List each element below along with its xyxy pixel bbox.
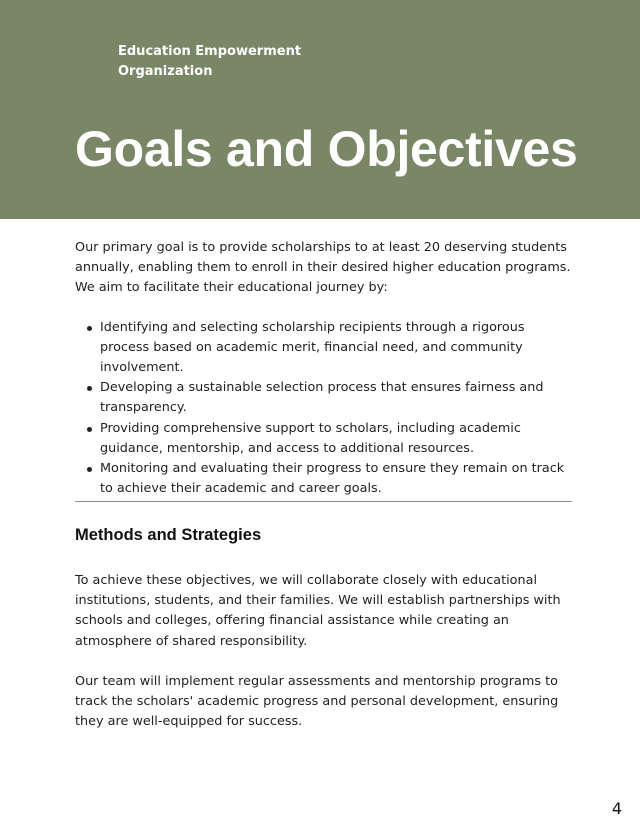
- bullet-icon: [87, 467, 92, 472]
- list-item: [75, 419, 572, 459]
- methods-section: [75, 571, 572, 752]
- bullet-icon: [87, 427, 92, 432]
- page-number: 4: [611, 799, 622, 818]
- list-item: [75, 378, 572, 418]
- methods-paragraph: Our team will implement regular assessments and mentorship programs to track the scholars' academic progress and personal development, ensuring they are well-equipped for success.: [75, 673, 559, 730]
- methods-heading: Methods and Strategies: [75, 526, 262, 544]
- list-item: [75, 459, 572, 499]
- organization-name: Education Empowerment Organization: [118, 44, 302, 79]
- list-item: [75, 318, 572, 379]
- header-banner: [0, 0, 640, 219]
- list-item-text: Monitoring and evaluating their progress to ensure they remain on track to achieve their academic and career goals.: [100, 461, 565, 497]
- bullet-icon: [87, 326, 92, 331]
- methods-paragraph: To achieve these objectives, we will collaborate closely with educational institutions, students, and their families. We will establish partnerships with schools and colleges, offering financial assistance while creating an atmosphere of shared responsibility.: [75, 573, 561, 649]
- page-title: Goals and Objectives: [75, 121, 578, 177]
- goals-list: [75, 318, 572, 500]
- list-item-text: Providing comprehensive support to scholars, including academic guidance, mentorship, and access to additional resources.: [100, 420, 521, 456]
- goals-intro-paragraph: Our primary goal is to provide scholarships to at least 20 deserving students annually, enabling them to enroll in their desired higher education programs. We aim to facilitate their educational journey by:: [75, 240, 571, 296]
- section-divider: [75, 501, 572, 502]
- bullet-icon: [87, 386, 92, 391]
- list-item-text: Identifying and selecting scholarship recipients through a rigorous process based on academic merit, financial need, and community involvement.: [100, 319, 525, 376]
- list-item-text: Developing a sustainable selection process that ensures fairness and transparency.: [100, 380, 544, 416]
- goals-section: [75, 238, 572, 499]
